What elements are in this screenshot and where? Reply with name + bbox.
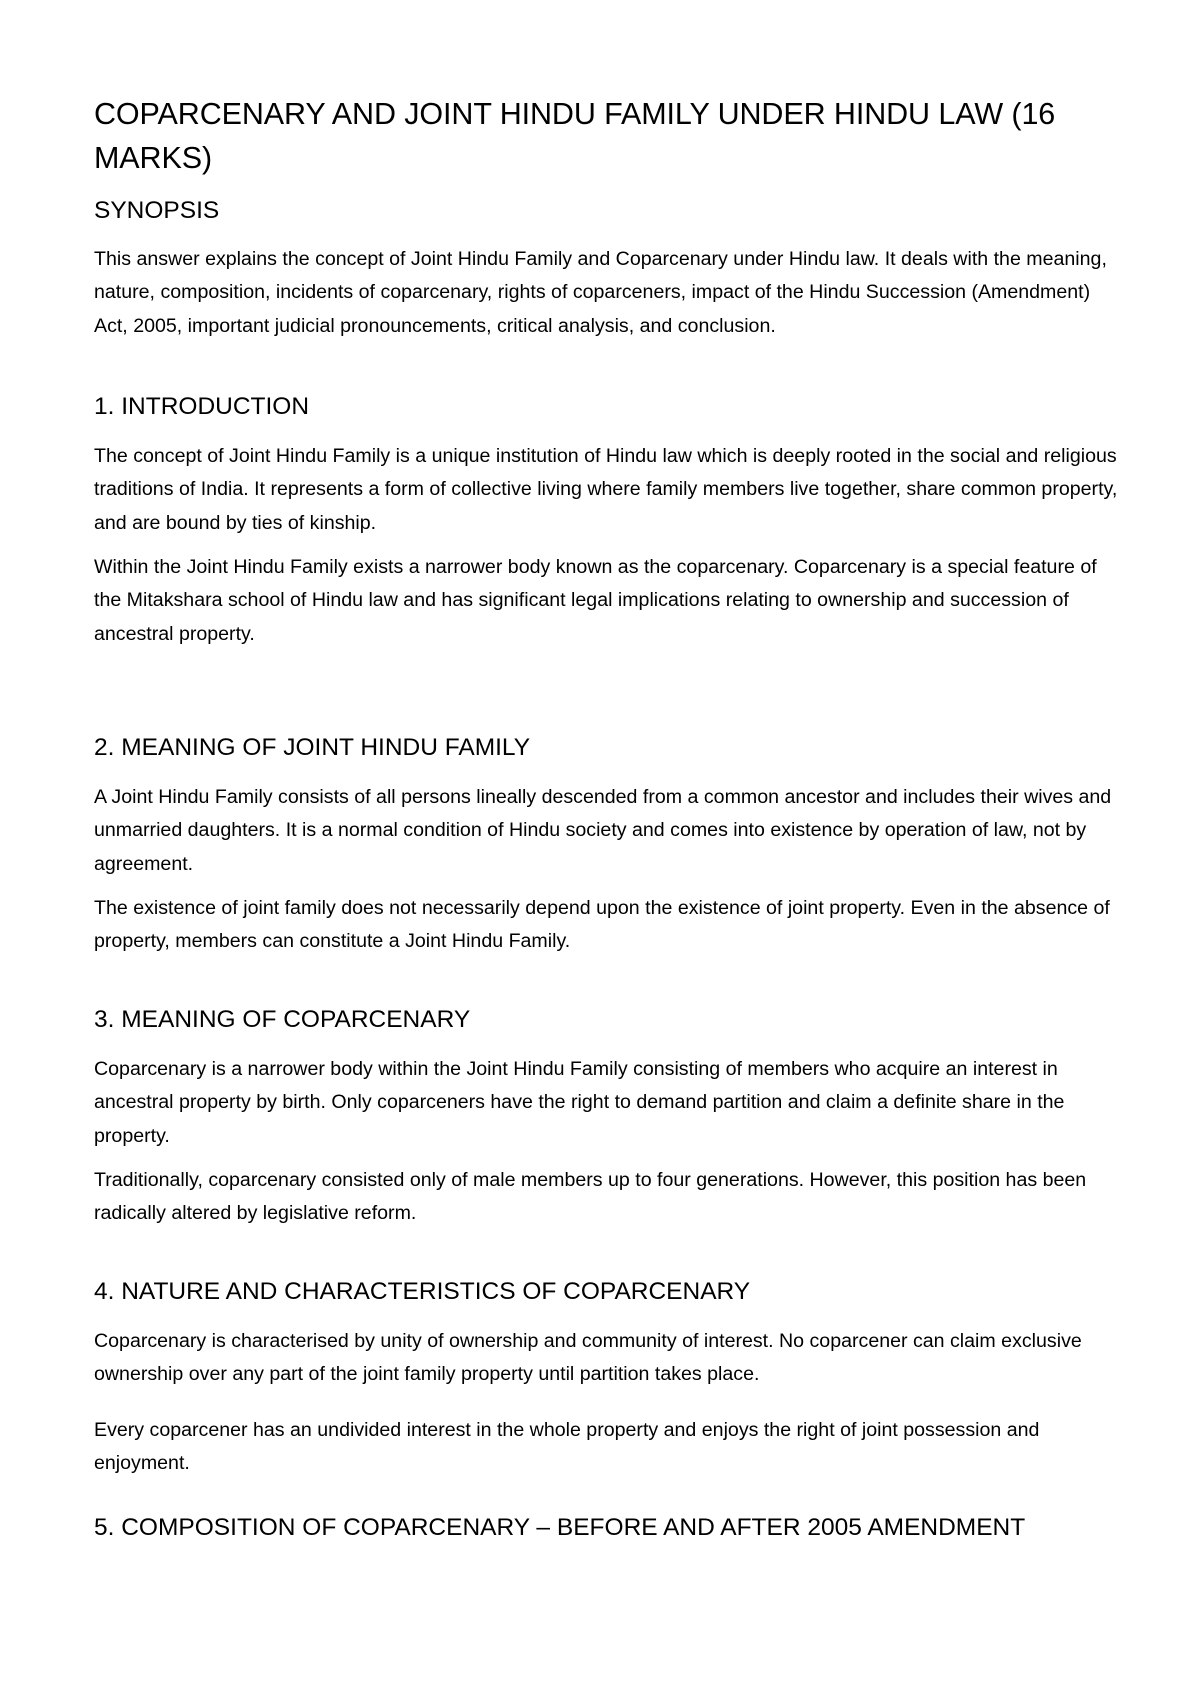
heading-composition: 5. COMPOSITION OF COPARCENARY – BEFORE AND AFTER 2005 AMENDMENT bbox=[94, 1514, 1026, 1541]
paragraph-coparcenary-2: Traditionally, coparcenary consisted only of male members up to four generations. However, this position has been radically altered by legislative reform. bbox=[94, 1169, 1087, 1225]
paragraph-joint-hindu-family-2: The existence of joint family does not necessarily depend upon the existence of joint property. Even in the absence of property, members can constitute a Joint Hindu Family. bbox=[94, 897, 1110, 953]
paragraph-introduction-1: The concept of Joint Hindu Family is a unique institution of Hindu law which is deeply rooted in the social and religious traditions of India. It represents a form of collective living where family members live together, share common property, and are bound by ties of kinship. bbox=[94, 445, 1118, 534]
paragraph-nature-1: Coparcenary is characterised by unity of ownership and community of interest. No coparcener can claim exclusive ownership over any part of the joint family property until partition takes place. bbox=[94, 1330, 1082, 1386]
document-title: COPARCENARY AND JOINT HINDU FAMILY UNDER HINDU LAW (16 MARKS) bbox=[94, 97, 1056, 175]
paragraph-introduction-2: Within the Joint Hindu Family exists a narrower body known as the coparcenary. Coparcenary is a special feature of the Mitakshara school of Hindu law and has significant legal implications relating to ownership and succession of ancestral property. bbox=[94, 556, 1097, 645]
heading-introduction: 1. INTRODUCTION bbox=[94, 393, 310, 420]
paragraph-coparcenary-1: Coparcenary is a narrower body within the Joint Hindu Family consisting of members who acquire an interest in ancestral property by birth. Only coparceners have the right to demand partition and claim a definite share in the property. bbox=[94, 1058, 1065, 1147]
heading-nature-characteristics: 4. NATURE AND CHARACTERISTICS OF COPARCENARY bbox=[94, 1278, 751, 1305]
paragraph-joint-hindu-family-1: A Joint Hindu Family consists of all persons lineally descended from a common ancestor and includes their wives and unmarried daughters. It is a normal condition of Hindu society and comes into existence by operation of law, not by agreement. bbox=[94, 786, 1112, 875]
heading-joint-hindu-family: 2. MEANING OF JOINT HINDU FAMILY bbox=[94, 734, 531, 761]
heading-synopsis: SYNOPSIS bbox=[94, 197, 220, 224]
paragraph-nature-2: Every coparcener has an undivided interest in the whole property and enjoys the right of joint possession and enjoyment. bbox=[94, 1419, 1040, 1475]
paragraph-synopsis: This answer explains the concept of Joint Hindu Family and Coparcenary under Hindu law. It deals with the meaning, nature, composition, incidents of coparcenary, rights of coparceners, impact of the Hindu Succession (Amendment) Act, 2005, important judicial pronouncements, critical analysis, and conclusion. bbox=[94, 248, 1107, 337]
heading-coparcenary: 3. MEANING OF COPARCENARY bbox=[94, 1006, 471, 1033]
